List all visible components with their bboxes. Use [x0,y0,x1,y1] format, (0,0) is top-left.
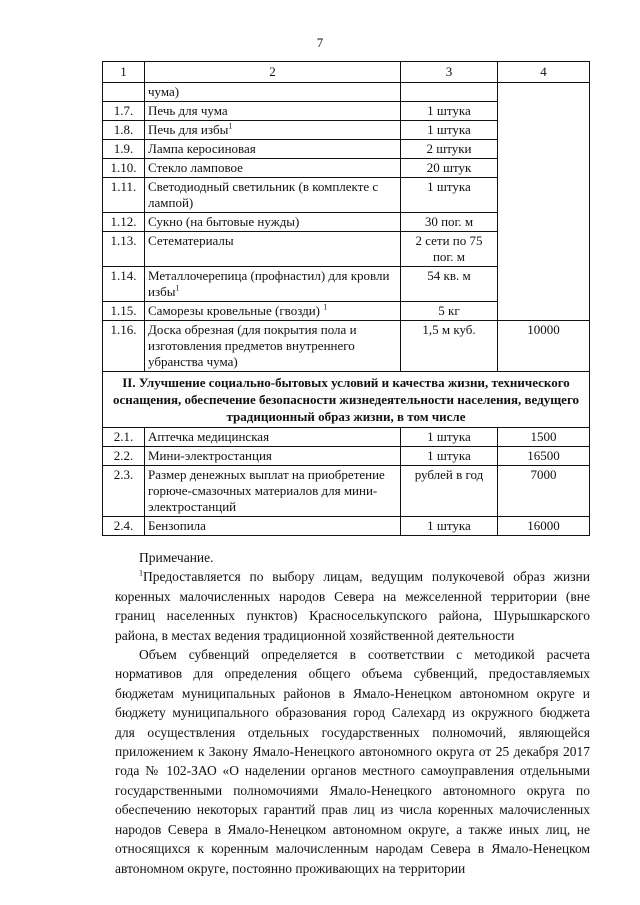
header-col-3: 3 [401,62,498,83]
footnote-ref: 1 [228,121,233,131]
footnote-ref: 1 [175,283,180,293]
footnote-text: Предоставляется по выбору лицам, ведущим полукочевой образ жизни коренных малочисленных народов Севера на межселенной территории (вне границ населенных пунктов) Красноселькупского района, Шурышкарского района, в местах ведения традиционной хозяйственной деятельности [115,569,590,643]
row-price: 1500 [498,428,590,447]
table-row [103,447,590,466]
row-number: 2.2. [103,447,145,466]
row-quantity: 5 кг [401,302,498,321]
row-number: 2.3. [103,466,145,517]
row-price: 10000 [498,321,590,372]
row-name [145,267,401,302]
row-quantity [401,83,498,102]
row-quantity: 2 штуки [401,140,498,159]
row-quantity: 1 штука [401,428,498,447]
row-number: 2.1. [103,428,145,447]
row-name [145,232,401,267]
table-row [103,517,590,536]
row-number: 1.10. [103,159,145,178]
row-name [145,121,401,140]
row-name-text: Металлочерепица (профнастил) для кровли избы [148,268,390,299]
row-quantity: 1,5 м куб. [401,321,498,372]
footnote-mark: 1 [139,568,143,578]
row-number: 1.13. [103,232,145,267]
section-heading-row [103,372,590,428]
table-header-row [103,62,590,83]
row-name-text: Печь для чума [148,103,228,118]
row-name: Аптечка медицинская [145,428,401,447]
row-number [103,83,145,102]
row-quantity: рублей в год [401,466,498,517]
row-quantity: 1 штука [401,178,498,213]
row-quantity: 1 штука [401,517,498,536]
row-number: 1.7. [103,102,145,121]
row-name: Мини-электростанция [145,447,401,466]
section-2-title: II. Улучшение социально-бытовых условий и качества жизни, технического оснащения, обеспечение безопасности жизнедеятельности населения, ведущего традиционный образ жизни, в том числе [103,372,590,428]
table-row [103,466,590,517]
footnote [115,567,590,645]
row-name-text: Лампа керосиновая [148,141,256,156]
row-name [145,140,401,159]
row-quantity: 1 штука [401,102,498,121]
row-name: Доска обрезная (для покрытия пола и изготовления предметов внутреннего убранства чума) [145,321,401,372]
row-name-text: чума) [148,84,180,99]
row-number: 2.4. [103,517,145,536]
row-quantity: 30 пог. м [401,213,498,232]
row-number: 1.16. [103,321,145,372]
row-name-text: Саморезы кровельные (гвозди) [148,303,324,318]
row-name-text: Сукно (на бытовые нужды) [148,214,300,229]
table-row [103,428,590,447]
row-number: 1.14. [103,267,145,302]
row-price: 16500 [498,447,590,466]
row-name [145,302,401,321]
row-quantity: 54 кв. м [401,267,498,302]
merged-price-cell [498,83,590,321]
row-name [145,213,401,232]
row-name-text: Светодиодный светильник (в комплекте с лампой) [148,179,379,210]
table-row [103,83,590,102]
header-col-2: 2 [145,62,401,83]
row-name-text: Стекло ламповое [148,160,243,175]
table-row [103,321,590,372]
header-col-1: 1 [103,62,145,83]
items-table [102,61,590,536]
row-number: 1.9. [103,140,145,159]
row-number: 1.8. [103,121,145,140]
row-name: Размер денежных выплат на приобретение горюче-смазочных материалов для мини-электростанций [145,466,401,517]
notes-block [115,548,590,878]
row-quantity: 1 штука [401,447,498,466]
row-number: 1.12. [103,213,145,232]
footnote-ref: 1 [323,302,328,312]
row-quantity: 20 штук [401,159,498,178]
row-quantity: 2 сети по 75 пог. м [401,232,498,267]
row-name-text: Печь для избы [148,122,229,137]
row-name [145,178,401,213]
row-number: 1.15. [103,302,145,321]
row-quantity: 1 штука [401,121,498,140]
header-col-4: 4 [498,62,590,83]
row-price: 7000 [498,466,590,517]
row-name [145,83,401,102]
page-number: 7 [316,35,324,50]
row-name [145,102,401,121]
row-price: 16000 [498,517,590,536]
notes-title: Примечание. [139,550,214,565]
row-name [145,159,401,178]
subvention-paragraph: Объем субвенций определяется в соответствии с методикой расчета нормативов для определения общего объема субвенций, предоставляемых бюджетам муниципальных районов в Ямало-Ненецком автономном округе и бюджету муниципального образования город Салехард из окружного бюджета для осуществления отдельных государственных полномочий, являющейся приложением к Закону Ямало-Ненецкого автономного округа от 25 декабря 2017 года № 102-ЗАО «О наделении органов местного самоуправления отдельными государственными полномочиями Ямало-Ненецкого автономного округа по обеспечению некоторых гарантий прав лиц из числа коренных малочисленных народов Севера в Ямало-Ненецком автономном округе, а также иных лиц, не относящихся к коренным малочисленным народам Севера в Ямало-Ненецком автономном округе, постоянно проживающих на территории [115,647,590,876]
row-name: Бензопила [145,517,401,536]
row-number: 1.11. [103,178,145,213]
row-name-text: Сетематериалы [148,233,234,248]
